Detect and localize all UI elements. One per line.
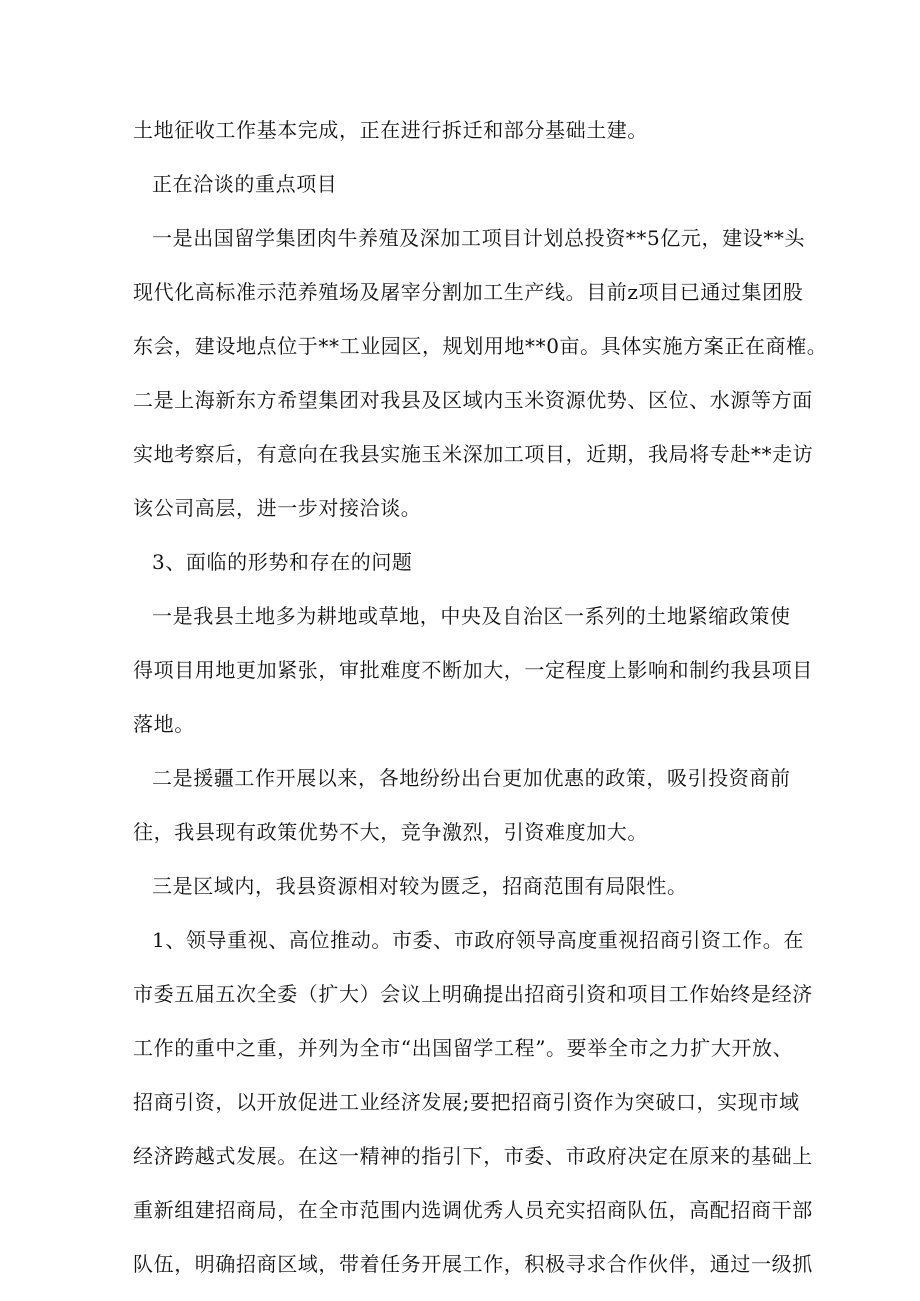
- text-line: 该公司高层，进一步对接洽谈。: [133, 496, 422, 520]
- text-line: 一是出国留学集团肉牛养殖及深加工项目计划总投资**5亿元，建设**头: [152, 226, 806, 250]
- section-heading: 正在洽谈的重点项目: [152, 172, 338, 196]
- text-line: 重新组建招商局，在全市范围内选调优秀人员充实招商队伍，高配招商干部: [133, 1198, 813, 1222]
- text-line: 一是我县土地多为耕地或草地，中央及自治区一系列的土地紧缩政策使: [152, 604, 791, 628]
- text-line: 落地。: [133, 712, 195, 736]
- text-line: 现代化高标准示范养殖场及屠宰分割加工生产线。目前z项目已通过集团股: [133, 280, 804, 304]
- text-line: 经济跨越式发展。在这一精神的指引下，市委、市政府决定在原来的基础上: [133, 1144, 813, 1168]
- text-line: 市委五届五次全委（扩大）会议上明确提出招商引资和项目工作始终是经济: [133, 982, 813, 1006]
- text-line: 实地考察后，有意向在我县实施玉米深加工项目，近期，我局将专赴**走访: [133, 442, 814, 466]
- text-line: 得项目用地更加紧张，审批难度不断加大，一定程度上影响和制约我县项目: [133, 658, 813, 682]
- text-line: 二是上海新东方希望集团对我县及区域内玉米资源优势、区位、水源等方面: [133, 388, 813, 412]
- text-line: 三是区域内，我县资源相对较为匮乏，招商范围有局限性。: [152, 874, 688, 898]
- text-line: 二是援疆工作开展以来，各地纷纷出台更加优惠的政策，吸引投资商前: [152, 766, 791, 790]
- text-line: 1、领导重视、高位推动。市委、市政府领导高度重视招商引资工作。在: [152, 928, 804, 952]
- text-line: 土地征收工作基本完成，正在进行拆迁和部分基础土建。: [133, 118, 648, 142]
- section-heading: 3、面临的形势和存在的问题: [152, 550, 413, 574]
- text-line: 东会，建设地点位于**工业园区，规划用地**0亩。具体实施方案正在商榷。: [133, 334, 828, 358]
- text-line: 招商引资，以开放促进工业经济发展;要把招商引资作为突破口，实现市域: [133, 1090, 800, 1114]
- text-line: 往，我县现有政策优势不大，竞争激烈，引资难度加大。: [133, 820, 648, 844]
- text-line: 工作的重中之重，并列为全市“出国留学工程”。要举全市之力扩大开放、: [133, 1036, 794, 1060]
- text-line: 队伍，明确招商区域，带着任务开展工作，积极寻求合作伙伴，通过一级抓: [133, 1252, 813, 1276]
